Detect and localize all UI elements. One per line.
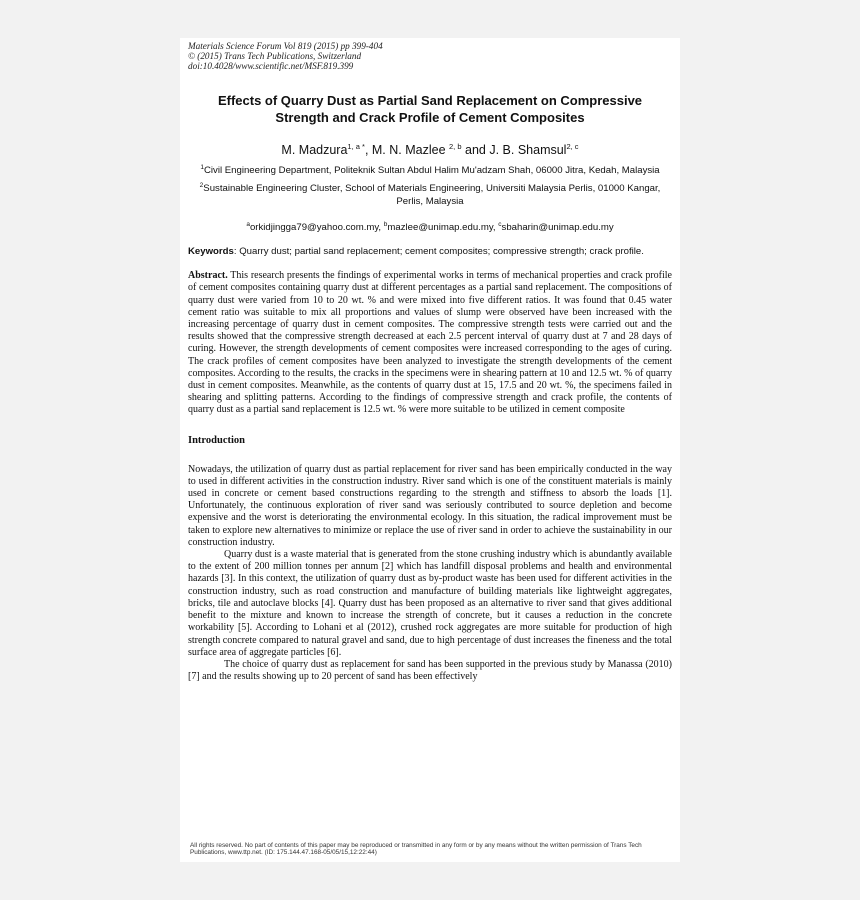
email-superscript: b (383, 221, 388, 229)
author-separator: and (461, 143, 490, 158)
copyright-line: © (2015) Trans Tech Publications, Switzerland (188, 51, 362, 61)
author-name: J. B. Shamsul (489, 143, 567, 158)
keywords-label: Keywords (188, 246, 234, 258)
intro-paragraph-3: The choice of quarry dust as replacement for sand has been supported in the previous study by Manassa (2010) [7] and the results showing up to 20 percent of sand has been effectively (188, 658, 672, 683)
paper-title (188, 92, 672, 126)
page-content (188, 41, 672, 683)
affiliation-superscript: 1 (200, 164, 204, 172)
affiliation-text: Civil Engineering Department, Politeknik Sultan Abdul Halim Mu'adzam Shah, 06000 Jitra, Kedah, Malaysia (203, 165, 660, 177)
author-separator: , (364, 143, 372, 158)
keywords (188, 245, 672, 258)
section-heading-introduction: Introduction (188, 434, 245, 446)
email-address: sbaharin@unimap.edu.my (501, 222, 614, 234)
author-list (188, 142, 672, 157)
author-superscript: 2, b (449, 142, 462, 151)
doi-line: doi:10.4028/www.scientific.net/MSF.819.399 (188, 61, 354, 71)
author-name: M. Madzura (281, 143, 348, 158)
journal-citation: Materials Science Forum Vol 819 (2015) pp 399-404 (188, 41, 383, 51)
abstract (188, 270, 672, 416)
journal-header (188, 41, 672, 71)
email-address: mazlee@unimap.edu.my, (387, 222, 499, 234)
author-name: M. N. Mazlee (371, 143, 446, 158)
title-line-2: Strength and Crack Profile of Cement Composites (275, 110, 585, 125)
author-superscript: 2, c (566, 142, 579, 151)
paper-page (180, 38, 680, 862)
title-line-1: Effects of Quarry Dust as Partial Sand Replacement on Compressive (217, 93, 643, 108)
affiliation-superscript: 2 (199, 181, 204, 189)
copyright-footer: All rights reserved. No part of contents of this paper may be reproduced or transmitted in any form or by any means without the written permission of Trans Tech Publications, www.ttp.net. (ID: 175.144.47.168-05/05/15,12:22:44) (190, 842, 642, 857)
affiliation-2 (188, 180, 672, 208)
affiliation-1 (188, 162, 672, 178)
email-superscript: c (498, 221, 502, 229)
email-superscript: a (246, 221, 250, 229)
email-list (188, 221, 672, 233)
author-superscript: 1, a * (347, 142, 365, 151)
abstract-text: This research presents the findings of experimental works in terms of mechanical properties and crack profile of cement composites containing quarry dust at different percentages as a partial sand replacement. The compositions of quarry dust were varied from 10 to 20 wt. % and were mixed into five different ratios. It was found that 0.45 water cement ratio was suitable to mix all proportions and values of slump were observed have been increased with the increasing percentage of quarry dust in cement composites. The compressive strength tests were carried out and the results showed that the compressive strength decreased at each 2.5 percent interval of quarry dust at 7 and 28 days of curing. However, the strength developments of cement composites were increased corresponding to the ages of curing. The crack profiles of cement composites have been analyzed to investigate the strength developments of the cement composites. According to the results, the cracks in the specimens were in shearing pattern at 10 and 12.5 wt. % of quarry dust in cement composites. Meanwhile, as the contents of quarry dust at 15, 17.5 and 20 wt. %, the specimens failed in shearing and splitting patterns. According to the findings of compressive strength and crack profile, the contents of quarry dust as a partial sand replacement is 12.5 wt. % were more suitable to be utilized in cement composite (188, 270, 672, 416)
intro-paragraph-1: Nowadays, the utilization of quarry dust as partial replacement for river sand has been empirically conducted in the way to used in different activities in the construction industry. River sand which is one of the constituent materials is mainly used in concrete or cement based constructions regarding to the strength and stiffness to absorb the loads [1]. Unfortunately, the continuous exploration of river sand was seriously contributed to source depletion and become expensive and the worst is deteriorating the environmental ecology. In this situation, the radical improvement must be taken to explore new alternatives to minimize or replace the use of river sand in order to achieve the sustainability in our construction industry. (188, 463, 672, 548)
keywords-text: : Quarry dust; partial sand replacement; cement composites; compressive strength; crack profile. (233, 246, 644, 258)
intro-paragraph-2: Quarry dust is a waste material that is generated from the stone crushing industry which is abundantly available to the extent of 200 million tonnes per annum [2] which has landfill disposal problems and health and environmental hazards [3]. In this context, the utilization of quarry dust as by-product waste has been used for different activities in the construction industry, such as road construction and manufacture of building materials like lightweight aggregates, bricks, tile and autoclave blocks [4]. Quarry dust has been proposed as an alternative to river sand that gives additional benefit to the mixture and known to increase the strength of concrete, but it causes a reduction in the concrete workability [5]. According to Lohani et al (2012), crushed rock aggregates are more suitable for production of high strength concrete compared to natural gravel and sand, due to high percentage of dust increases the fineness and the total surface area of aggregate particles [6]. (188, 549, 672, 658)
abstract-label: Abstract. (188, 270, 228, 282)
email-address: orkidjingga79@yahoo.com.my, (249, 222, 384, 234)
affiliation-text: Sustainable Engineering Cluster, School of Materials Engineering, Universiti Malaysia Perlis, 01000 Kangar, Perlis, Malaysia (203, 183, 661, 207)
